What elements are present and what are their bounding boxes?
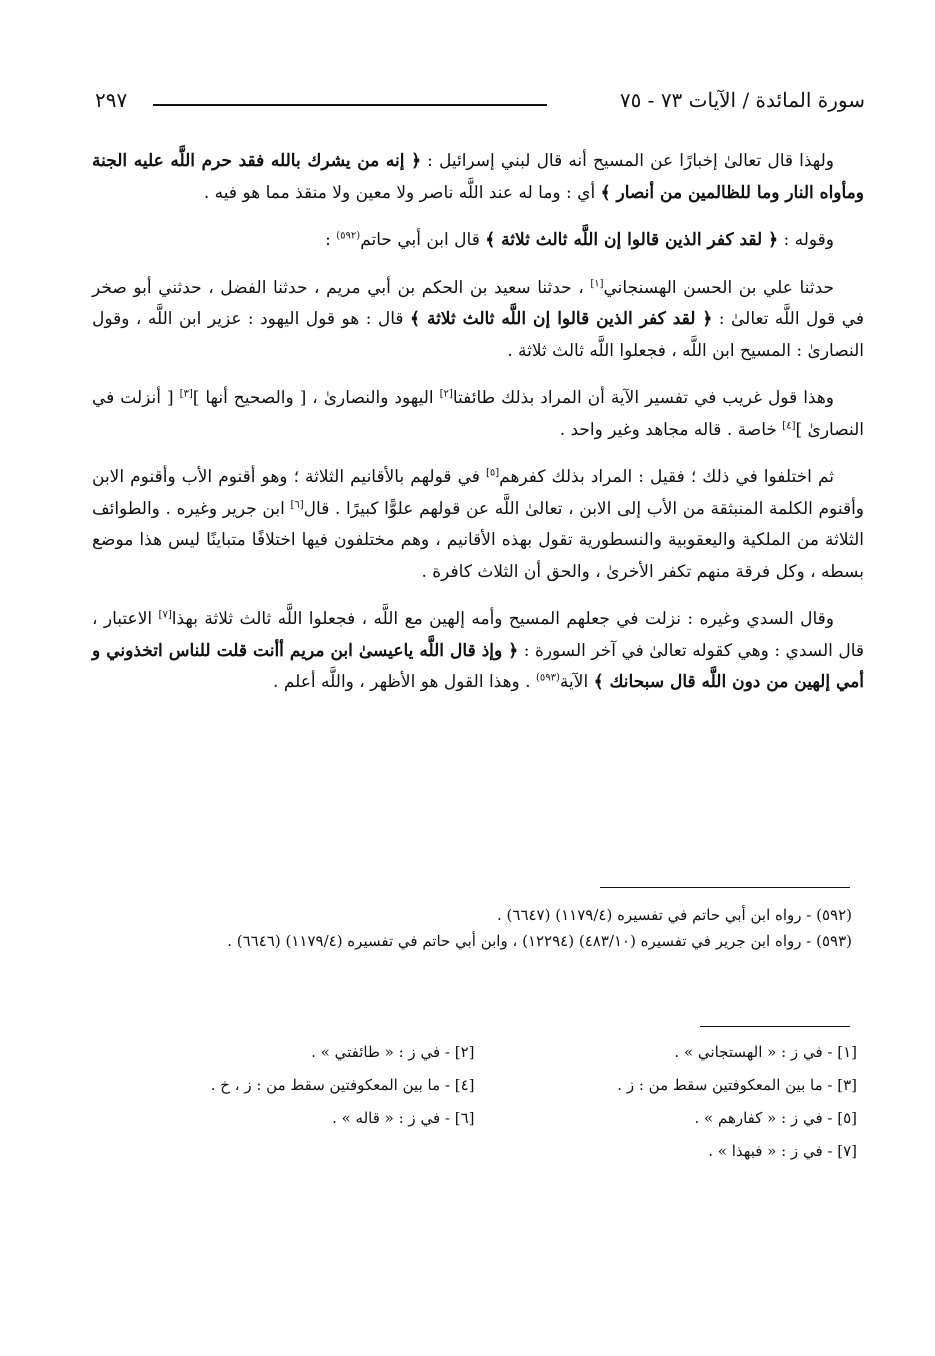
paragraph-6 [92, 604, 864, 699]
text-run: ولهذا قال تعالىٰ إخبارًا عن المسيح أنه قال لبني إسرائيل : [427, 151, 835, 171]
footnote-ref: (٥٩٣) [535, 672, 560, 684]
paragraph-1 [92, 146, 864, 209]
variant-note: [٤] - ما بين المعكوفتين سقط من : ز ، خ . [210, 1076, 475, 1094]
variant-ref: [٧] [158, 609, 172, 621]
text-run: ابن جرير وغيره . والطوائف الثلاثة من الملكية واليعقوبية والنسطورية تقول بهذه الأقانيم ، وهم مختلفون فيها اختلافًا متباينًا ليس هذا موضع بسطه ، وكل فرقة منهم تكفر الأخرىٰ ، والحق أن الثلاث كافرة . [92, 498, 864, 582]
text-run: وقال السدي وغيره : نزلت في جعلهم المسيح وأمه إلهين مع اللَّه ، فجعلوا اللَّه ثالث ثلاثة بهذا [171, 609, 835, 629]
text-run: ، حدثنا سعيد بن الحكم بن أبي مريم ، حدثنا الفضل ، حدثني أبو صخر في قول اللَّه تعالىٰ : [92, 277, 865, 329]
text-run: في قولهم بالأقانيم الثلاثة ؛ وهو أقنوم الأب وأقنوم الابن وأقنوم الكلمة المنبثقة من الأب إلى الابن ، تعالىٰ اللَّه عن قولهم علوًّا كبيرًا . قال [92, 467, 865, 519]
text-run: خاصة . قاله مجاهد وغير واحد . [559, 419, 777, 440]
main-text [92, 146, 864, 699]
variant-note: [٧] - في ز : « فبهذا » . [708, 1142, 857, 1160]
variant-note: [١] - في ز : « الهستجاني » . [674, 1043, 857, 1061]
page-number: ٢٩٧ [95, 88, 128, 112]
text-run: حدثنا علي بن الحسن الهسنجاني [603, 277, 834, 298]
quran-verse: ﴿ لقد كفر الذين قالوا إن اللَّه ثالث ثلاثة ﴾ [485, 230, 779, 250]
quran-verse: ﴿ لقد كفر الذين قالوا إن اللَّه ثالث ثلاثة ﴾ [410, 309, 713, 329]
variant-ref: [٦] [290, 498, 304, 510]
text-run: . وهذا القول هو الأظهر ، واللَّه أعلم . [273, 672, 531, 692]
paragraph-5 [92, 462, 864, 588]
text-run: الآية [559, 672, 589, 692]
text-run: ثم اختلفوا في ذلك ؛ فقيل : المراد بذلك كفرهم [499, 467, 835, 487]
paragraph-4 [92, 383, 864, 446]
text-run: اليهود والنصارىٰ ، [ والصحيح أنها ] [192, 388, 434, 408]
quran-verse: ﴿ وإذ قال اللَّه ياعيسىٰ ابن مريم أأنت قلت للناس اتخذوني و أمي إلهين من دون اللَّه قال سبحانك ﴾ [92, 640, 864, 692]
paragraph-3 [92, 273, 864, 368]
text-run: : [325, 230, 337, 250]
text-run: أي : وما له عند اللَّه ناصر ولا معين ولا منقذ مما هو فيه . [203, 182, 596, 203]
variant-ref: [١] [590, 277, 604, 289]
variant-ref: [٤] [782, 419, 796, 431]
variant-ref: [٢] [439, 388, 453, 400]
text-run: وقوله : [783, 230, 834, 250]
footnotes [92, 902, 864, 954]
text-run: وهذا قول غريب في تفسير الآية أن المراد بذلك طائفتا [452, 388, 835, 408]
variant-note: [٥] - في ز : « كفارهم » . [694, 1109, 857, 1127]
variant-note: [٣] - ما بين المعكوفتين سقط من : ز . [617, 1076, 857, 1094]
header-rule [153, 104, 547, 106]
text-run: [ أنزلت في النصارىٰ ] [92, 388, 864, 440]
text-run: الاعتبار ، قال السدي : وهي كقوله تعالىٰ في آخر السورة : [92, 609, 864, 661]
paragraph-2 [92, 225, 864, 257]
footnote-593: (٥٩٣) - رواه ابن جرير في تفسيره (٤٨٣/١٠) (١٢٢٩٤) ، وابن أبي حاتم في تفسيره (١١٧٩/٤) (٦٦٤٦) . [227, 932, 852, 950]
text-run: قال : هو قول اليهود : عزير ابن اللَّه ، وقول النصارىٰ : المسيح ابن اللَّه ، فجعلوا اللَّه ثالث ثلاثة . [92, 309, 864, 361]
footnote-592: (٥٩٢) - رواه ابن أبي حاتم في تفسيره (١١٧٩/٤) (٦٦٤٧) . [497, 906, 852, 924]
variants-separator [700, 1026, 850, 1027]
manuscript-variants [92, 1043, 857, 1175]
header-title: سورة المائدة / الآيات ٧٣ - ٧٥ [619, 88, 865, 112]
variant-note: [٢] - في ز : « طائفتي » . [311, 1043, 475, 1061]
quran-verse: ﴿ إنه من يشرك بالله فقد حرم اللَّه عليه الجنة ومأواه النار وما للظالمين من أنصار ﴾ [92, 151, 864, 203]
variant-note: [٦] - في ز : « قاله » . [332, 1109, 475, 1127]
running-header [95, 88, 865, 118]
text-run: قال ابن أبي حاتم [360, 230, 480, 250]
footnote-ref: (٥٩٢) [336, 230, 361, 242]
variant-ref: [٣] [179, 388, 193, 400]
variant-ref: [٥] [485, 467, 500, 479]
footnote-separator [600, 887, 850, 888]
